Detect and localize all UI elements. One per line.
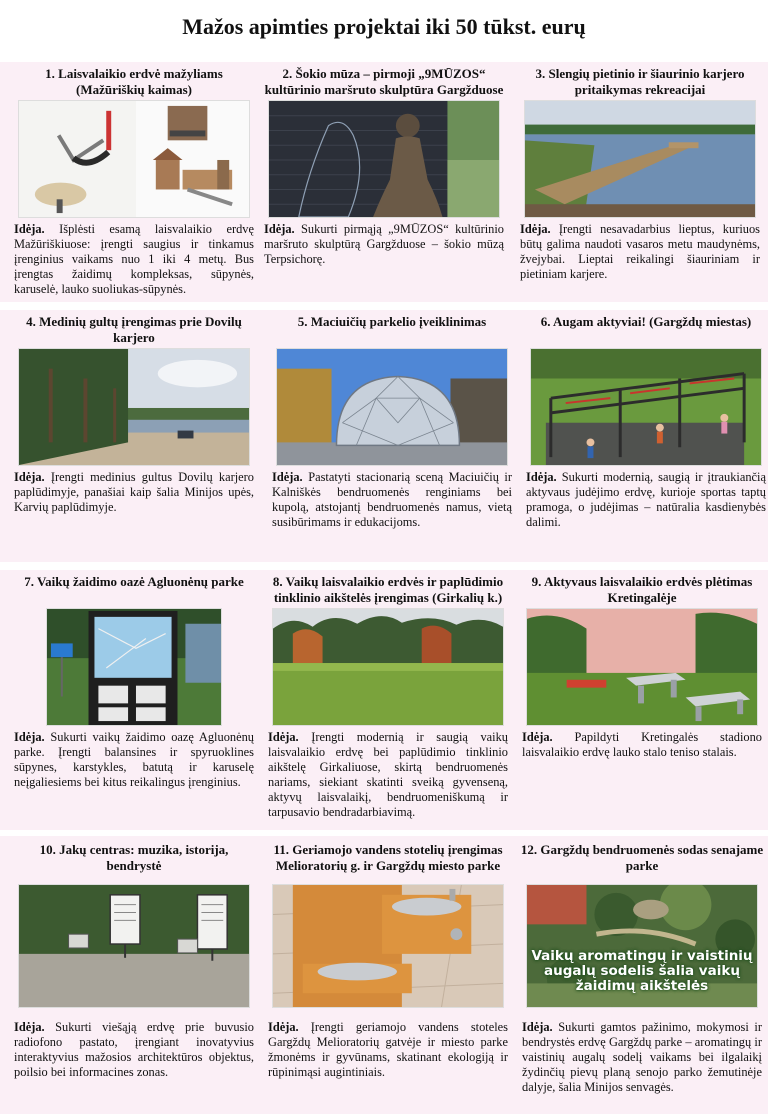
idea-label: Idėja. [520, 222, 551, 236]
project-title: 11. Geriamojo vandens stotelių įrengimas Melioratorių g. ir Gargždų miesto parke [273, 842, 503, 873]
project-title: 5. Maciuičių parkelio įveiklinimas [297, 314, 487, 329]
description-text: Įrengti medinius gultus Dovilų karjero paplūdimyje, panašiai kaip šalia Minijos upės, Karvių paplūdimyje. [14, 470, 254, 514]
photo-lake-pier [524, 100, 756, 218]
idea-label: Idėja. [522, 730, 553, 744]
description-text: Įrengti geriamojo vandens stoteles Gargždų Melioratorių gatvėje ir miesto parke žmonėms ir gyvūnams, skatinant ekologiją ir rūpinimąsi augintiniais. [268, 1020, 508, 1079]
photo-caption: Vaikų aromatingų ir vaistinių augalų sodelis šalia vaikų žaidimų aikštelės [531, 948, 753, 994]
project-title: 8. Vaikų laisvalaikio erdvės ir paplūdimio tinklinio aikštelės įrengimas (Girkalių k.) [272, 574, 504, 605]
idea-label: Idėja. [268, 730, 299, 744]
project-title: 9. Aktyvaus laisvalaikio erdvės plėtimas Kretingalėje [531, 574, 753, 605]
description-text: Sukurti pirmąją „9MŪZOS“ kultūrinio maršruto skulptūrą Gargžduose – šokio mūzą Terpsichorę. [264, 222, 504, 266]
project-title: 6. Augam aktyviai! (Gargždų miestas) [540, 314, 752, 329]
project-description [262, 222, 506, 267]
description-text: Išplėsti esamą laisvalaikio erdvę Mažūriškiuose: įrengti saugius ir tinkamus įrenginius vaikams nuo 1 iki 4 metų. Bus įrengtas žaidimų kompleksas, sūpynės, karuselė, lauko suoliukas-sūpynės. [14, 222, 254, 296]
project-title: 3. Slengių pietinio ir šiaurinio karjero pritaikymas rekreacijai [535, 66, 745, 97]
idea-label: Idėja. [264, 222, 295, 236]
description-text: Sukurti vaikų žaidimo oazę Agluonėnų parke. Įrengti balansines ir spyruoklines sūpynes, karstykles, batutą ir karuselę neįgaliesiems bei kitus reikalingus įrenginius. [14, 730, 254, 789]
idea-label: Idėja. [522, 1020, 553, 1034]
photo-geodesic-dome [276, 348, 508, 466]
idea-label: Idėja. [526, 470, 557, 484]
description-text: Papildyti Kretingalės stadiono laisvalaikio erdvę lauko stalo teniso stalais. [522, 730, 762, 759]
project-card-8 [266, 574, 510, 820]
description-text: Įrengti nesavadarbius lieptus, kuriuos būtų galima naudoti vasaros metu maudynėms, žvejybai. Lieptai reikalingi šiauriniam ir pietiniam karjere. [520, 222, 760, 281]
project-description [520, 730, 764, 760]
project-description [524, 470, 768, 530]
photo-table-tennis [526, 608, 758, 726]
project-description [12, 1020, 256, 1080]
project-title: 7. Vaikų žaidimo oazė Agluonėnų parke [24, 574, 244, 589]
project-title: 1. Laisvalaikio erdvė mažyliams (Mažūriškių kaimas) [45, 66, 223, 97]
page-title: Mažos apimties projektai iki 50 tūkst. eurų [182, 14, 586, 39]
project-card-12 [520, 842, 764, 1095]
project-description [520, 1020, 764, 1095]
idea-label: Idėja. [14, 470, 45, 484]
photo-aerial-garden [526, 884, 758, 1008]
project-description [518, 222, 762, 282]
photo-quarry-beach [18, 348, 250, 466]
project-description [12, 730, 256, 790]
photo-drinking-fountain [272, 884, 504, 1008]
project-card-3 [518, 66, 762, 282]
idea-label: Idėja. [14, 222, 45, 236]
project-card-7 [12, 574, 256, 790]
project-card-10 [12, 842, 256, 1080]
project-card-11 [266, 842, 510, 1080]
project-description [266, 1020, 510, 1080]
idea-label: Idėja. [272, 470, 303, 484]
idea-label: Idėja. [268, 1020, 299, 1034]
photo-meadow-field [272, 608, 504, 726]
idea-label: Idėja. [14, 730, 45, 744]
photo-outdoor-gym [530, 348, 762, 466]
description-text: Sukurti modernią, saugią ir įtraukiančią aktyvaus judėjimo erdvę, kurioje sportas taptų pramoga, o judėjimas – natūralia kasdienybės dalimi. [526, 470, 766, 529]
photo-dance-muse-sculpture [268, 100, 500, 218]
idea-label: Idėja. [14, 1020, 45, 1034]
project-title: 10. Jakų centras: muzika, istorija, bendrystė [39, 842, 229, 873]
project-description [12, 222, 256, 297]
project-card-4 [12, 314, 256, 515]
project-description [270, 470, 514, 530]
project-card-1 [12, 66, 256, 297]
project-title: 12. Gargždų bendruomenės sodas senajame parke [520, 842, 764, 873]
project-card-2 [262, 66, 506, 267]
project-card-9 [520, 574, 764, 760]
description-text: Pastatyti stacionarią sceną Maciuičių ir Kalniškės bendruomenės renginiams bei kupolą, atstojantį bendruomenės namus, vietą susibūrimams ir edukacijoms. [272, 470, 512, 529]
photo-park-info-board [46, 608, 222, 726]
project-title: 2. Šokio mūza – pirmoji „9MŪZOS“ kultūrinio maršruto skulptūra Gargžduose [264, 66, 504, 97]
project-card-6 [524, 314, 768, 530]
project-title: 4. Medinių gultų įrengimas prie Dovilų karjero [26, 314, 242, 345]
description-text: Sukurti viešąją erdvę prie buvusio radiofono pastato, įrengiant inovatyvius interaktyvius mažosios architektūros objektus, poilsio bei informacines zonas. [14, 1020, 254, 1079]
photo-playground-equipment [18, 100, 250, 218]
description-text: Sukurti gamtos pažinimo, mokymosi ir bendrystės erdvę Gargždų parke – aromatingų ir vaistinių augalų sodelį vaikams bei ilgalaikį žydinčių pievų planą senojo parko žemutinėje dalyje, šalia Minijos senvagės. [522, 1020, 762, 1094]
description-text: Įrengti modernią ir saugią vaikų laisvalaikio erdvę bei paplūdimio tinklinio aikštelę Girkaliuose, skirtą bendruomenės nariams, siekiant skatinti sveiką gyvenseną, aktyvų laisvalaikį, bendruomeniškumą ir tarpusavio bendradarbiavimą. [268, 730, 508, 819]
project-description [12, 470, 256, 515]
photo-info-stands [18, 884, 250, 1008]
project-card-5 [270, 314, 514, 530]
project-description [266, 730, 510, 820]
